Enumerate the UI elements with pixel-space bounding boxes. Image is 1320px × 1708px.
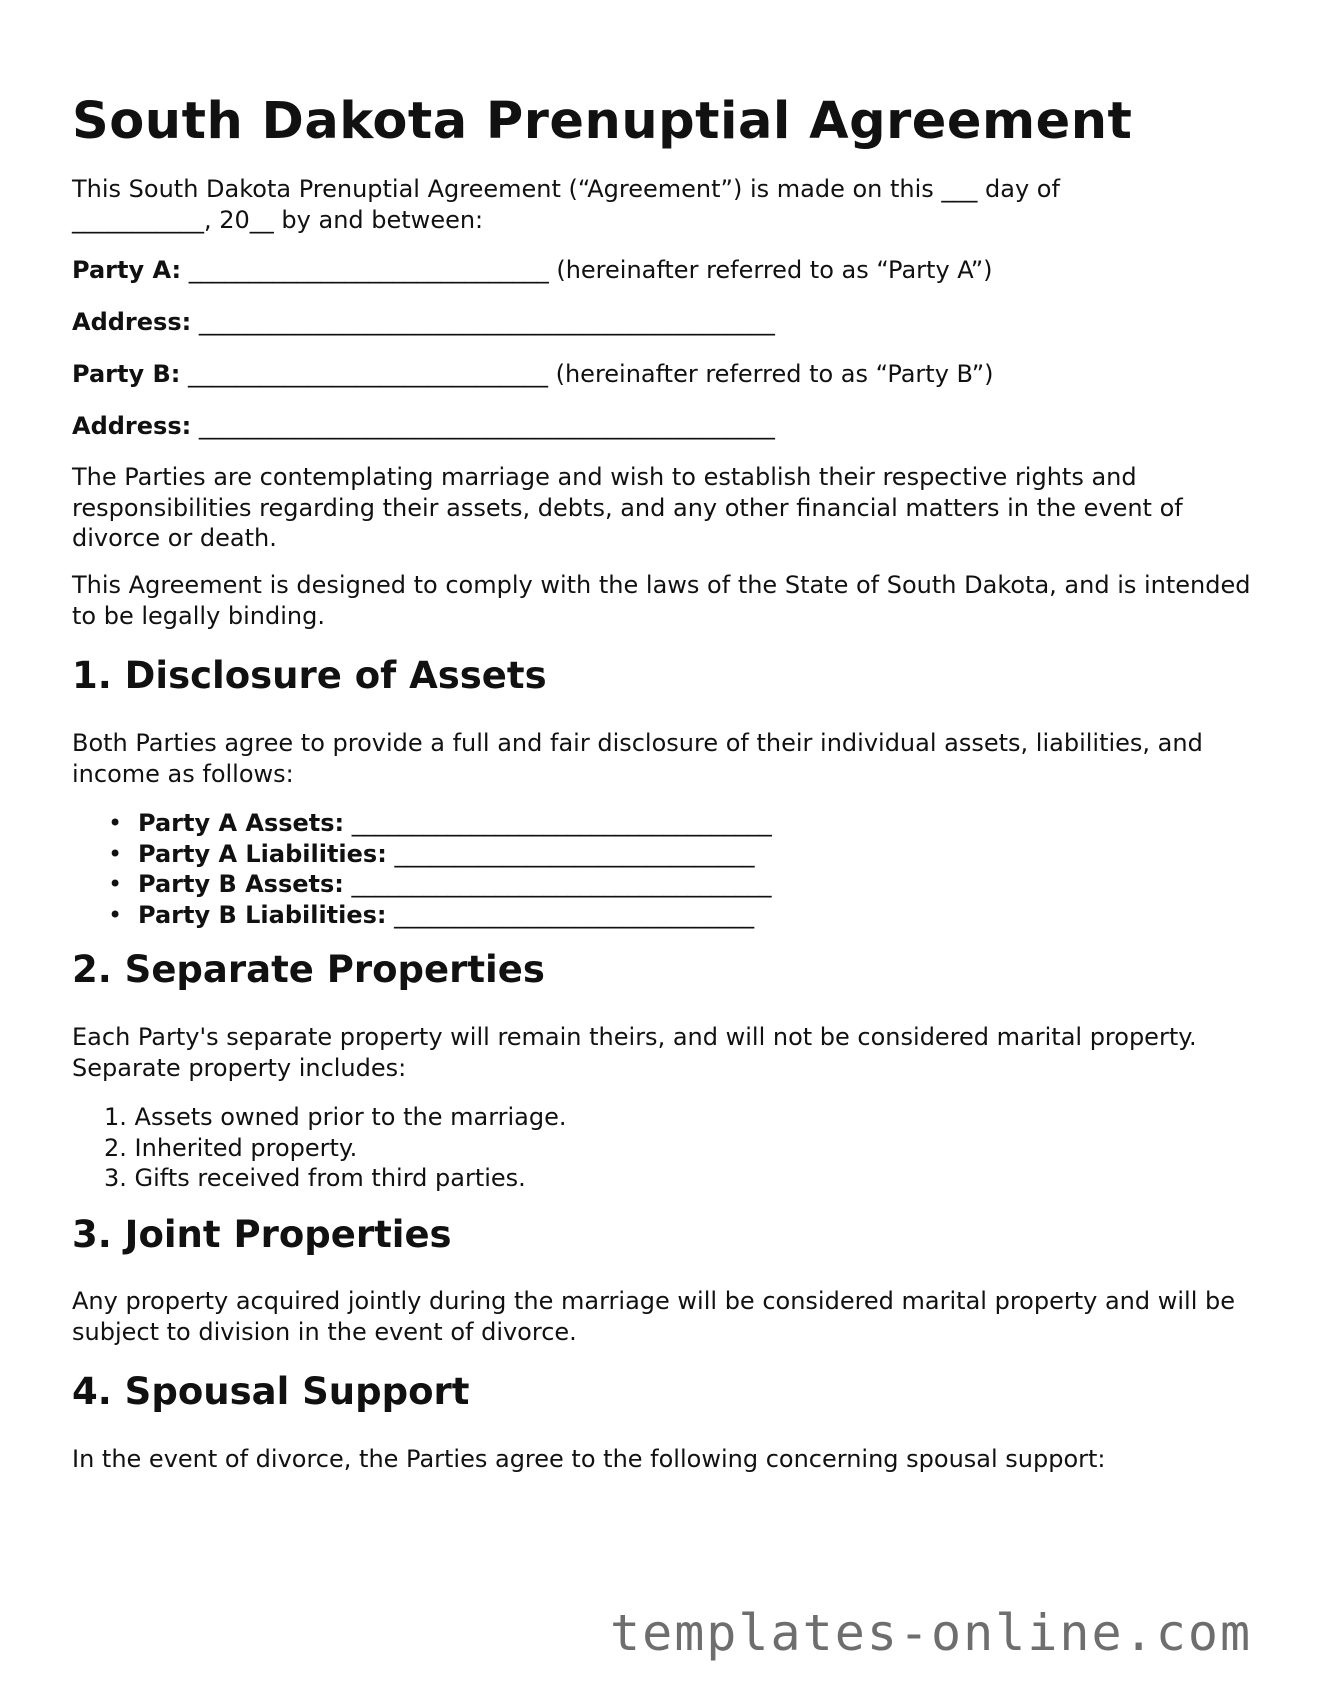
- intro-line-1: This South Dakota Prenuptial Agreement (“Agreement”) is made on this ___ day of: [72, 175, 1060, 203]
- intro-paragraph: [72, 174, 1252, 235]
- section-1-text: Both Parties agree to provide a full and fair disclosure of their individual assets, liabilities, and income as follows:: [72, 729, 1203, 788]
- party-b-address-field: [72, 411, 775, 441]
- field-value: ______________________________ (hereinafter referred to as “Party A”): [181, 256, 993, 284]
- list-item: [108, 839, 772, 870]
- item-label: Party B Assets:: [138, 870, 344, 898]
- item-value: ___________________________________: [344, 809, 772, 837]
- section-2-heading: 2. Separate Properties: [72, 948, 545, 991]
- comply-paragraph: This Agreement is designed to comply with the laws of the State of South Dakota, and is intended to be legally binding.: [72, 571, 1251, 630]
- field-label: Address:: [72, 412, 192, 440]
- item-label: Party B Liabilities:: [138, 900, 387, 929]
- section-4-text: In the event of divorce, the Parties agree to the following concerning spousal support:: [72, 1445, 1106, 1473]
- list-item: 3. Gifts received from third parties.: [104, 1164, 526, 1192]
- separate-property-list: [104, 1102, 567, 1194]
- party-b-field: [72, 359, 993, 389]
- field-value: ________________________________________________: [191, 308, 775, 336]
- watermark: templates-online.com: [610, 1604, 1253, 1662]
- section-4-heading: 4. Spousal Support: [72, 1370, 470, 1413]
- contemplating-paragraph: The Parties are contemplating marriage and wish to establish their respective rights and responsibilities regarding their assets, debts, and any other financial matters in the event of divorce or death.: [72, 463, 1183, 552]
- section-3-heading: 3. Joint Properties: [72, 1213, 452, 1256]
- field-label: Party B:: [72, 360, 181, 388]
- item-value: ___________________________________: [343, 870, 772, 898]
- party-a-address-field: [72, 307, 775, 337]
- item-label: Party A Assets:: [138, 809, 345, 837]
- item-value: ______________________________: [386, 839, 755, 868]
- list-item: [108, 808, 772, 839]
- field-label: Address:: [72, 308, 192, 336]
- section-3-text: Any property acquired jointly during the marriage will be considered marital property and will be subject to division in the event of divorce.: [72, 1287, 1235, 1346]
- section-1-heading: 1. Disclosure of Assets: [72, 654, 547, 697]
- disclosure-list: [108, 808, 772, 930]
- intro-line-2: ___________, 20__ by and between:: [72, 205, 484, 234]
- field-label: Party A:: [72, 256, 182, 284]
- list-item: 2. Inherited property.: [104, 1133, 358, 1162]
- list-item: 1. Assets owned prior to the marriage.: [104, 1103, 567, 1131]
- item-label: Party A Liabilities:: [138, 839, 387, 868]
- list-item: [108, 900, 772, 931]
- section-2-text: Each Party's separate property will remain theirs, and will not be considered marital property. Separate property includes:: [72, 1023, 1197, 1082]
- item-value: ______________________________: [386, 900, 755, 929]
- field-value: ________________________________________________: [191, 412, 775, 440]
- list-item: [108, 869, 772, 900]
- party-a-field: [72, 255, 993, 285]
- document-title: South Dakota Prenuptial Agreement: [72, 92, 1133, 151]
- field-value: ______________________________ (hereinafter referred to as “Party B”): [180, 360, 994, 388]
